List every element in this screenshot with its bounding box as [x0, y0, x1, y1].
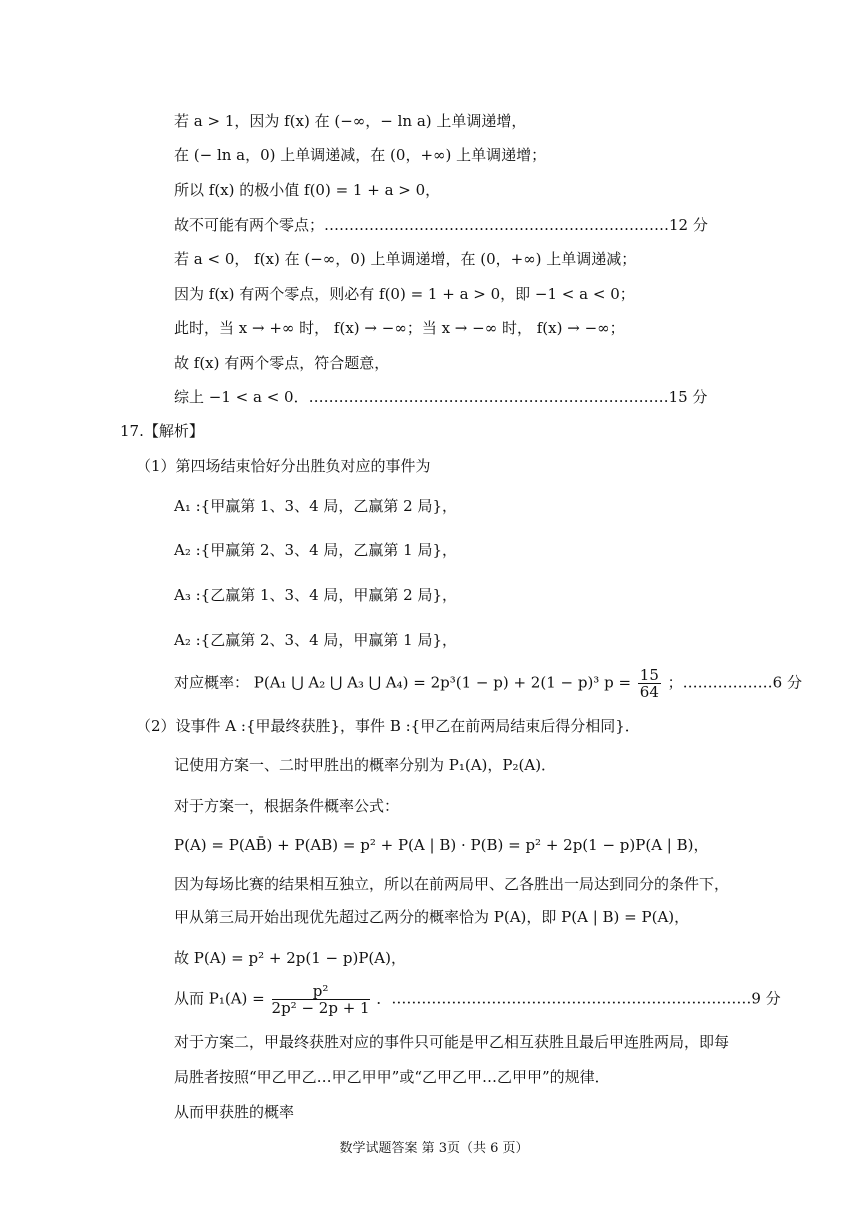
fraction-numerator: p² — [272, 983, 370, 1000]
text-line: 故不可能有两个零点；……………………………………………………………12 分 — [174, 216, 708, 234]
text-line: 若 a < 0， f(x) 在 (−∞，0) 上单调递增，在 (0，+∞) 上单调递减； — [174, 250, 637, 268]
text-line: 所以 f(x) 的极小值 f(0) = 1 + a > 0， — [174, 181, 441, 199]
event-line: A₂ :{乙赢第 2、3、4 局，甲赢第 1 局}， — [174, 631, 458, 649]
text-line: 局胜者按照“甲乙甲乙…甲乙甲甲”或“乙甲乙甲…乙甲甲”的规律． — [174, 1068, 610, 1086]
formula-text: 对应概率： P(A₁ ⋃ A₂ ⋃ A₃ ⋃ A₄) = 2p³(1 − p) + 2(1 − p)³ p = — [174, 673, 632, 692]
score-text: ；………………6 分 — [667, 673, 802, 692]
score-text: ．………………………………………………………………9 分 — [376, 989, 781, 1008]
fraction — [638, 667, 661, 700]
text-line: 从而甲获胜的概率 — [174, 1103, 295, 1121]
text-line: 在 (− ln a，0) 上单调递减，在 (0，+∞) 上单调递增； — [174, 146, 547, 164]
text-line: 对于方案二，甲最终获胜对应的事件只可能是甲乙相互获胜且最后甲连胜两局，即每 — [174, 1033, 730, 1051]
formula-line: P(A) = P(AB̄) + P(AB) = p² + P(A | B) · P(B) = p² + 2p(1 − p)P(A | B)， — [174, 836, 709, 854]
event-line: A₃ :{乙赢第 1、3、4 局，甲赢第 2 局}， — [174, 586, 458, 604]
formula-line — [174, 667, 802, 700]
fraction — [272, 983, 370, 1016]
text-line: 故 f(x) 有两个零点，符合题意， — [174, 354, 390, 372]
fraction-numerator: 15 — [639, 666, 659, 684]
text-line: 综上 −1 < a < 0．………………………………………………………………15 分 — [174, 388, 708, 406]
formula-text: 从而 P₁(A) = — [174, 989, 265, 1008]
text-line: 甲从第三局开始出现优先超过乙两分的概率恰为 P(A)，即 P(A | B) = P(A)， — [174, 908, 690, 926]
event-line: A₂ :{甲赢第 2、3、4 局，乙赢第 1 局}， — [174, 541, 458, 559]
event-line: A₁ :{甲赢第 1、3、4 局，乙赢第 2 局}， — [174, 497, 458, 515]
text-line: （2）设事件 A :{甲最终获胜}，事件 B :{甲乙在前两局结束后得分相同}． — [136, 717, 640, 735]
section-heading: 17.【解析】 — [120, 422, 204, 440]
text-line: 对于方案一，根据条件概率公式： — [174, 797, 400, 815]
text-line: 若 a > 1，因为 f(x) 在 (−∞，− ln a) 上单调递增， — [174, 112, 527, 130]
text-line: （1）第四场结束恰好分出胜负对应的事件为 — [136, 457, 431, 475]
text-line: 因为 f(x) 有两个零点，则必有 f(0) = 1 + a > 0，即 −1 < a < 0； — [174, 285, 635, 303]
formula-line — [174, 983, 781, 1016]
text-line: 因为每场比赛的结果相互独立，所以在前两局甲、乙各胜出一局达到同分的条件下， — [174, 875, 730, 893]
fraction-denominator: 64 — [639, 683, 659, 701]
page-footer: 数学试题答案 第 3页（共 6 页） — [339, 1141, 529, 1156]
fraction-denominator: 2p² − 2p + 1 — [271, 999, 370, 1017]
text-line: 记使用方案一、二时甲胜出的概率分别为 P₁(A)，P₂(A)． — [174, 756, 557, 774]
text-line: 此时，当 x → +∞ 时， f(x) → −∞；当 x → −∞ 时， f(x) → −∞； — [174, 319, 625, 337]
formula-line: 故 P(A) = p² + 2p(1 − p)P(A)， — [174, 949, 406, 967]
